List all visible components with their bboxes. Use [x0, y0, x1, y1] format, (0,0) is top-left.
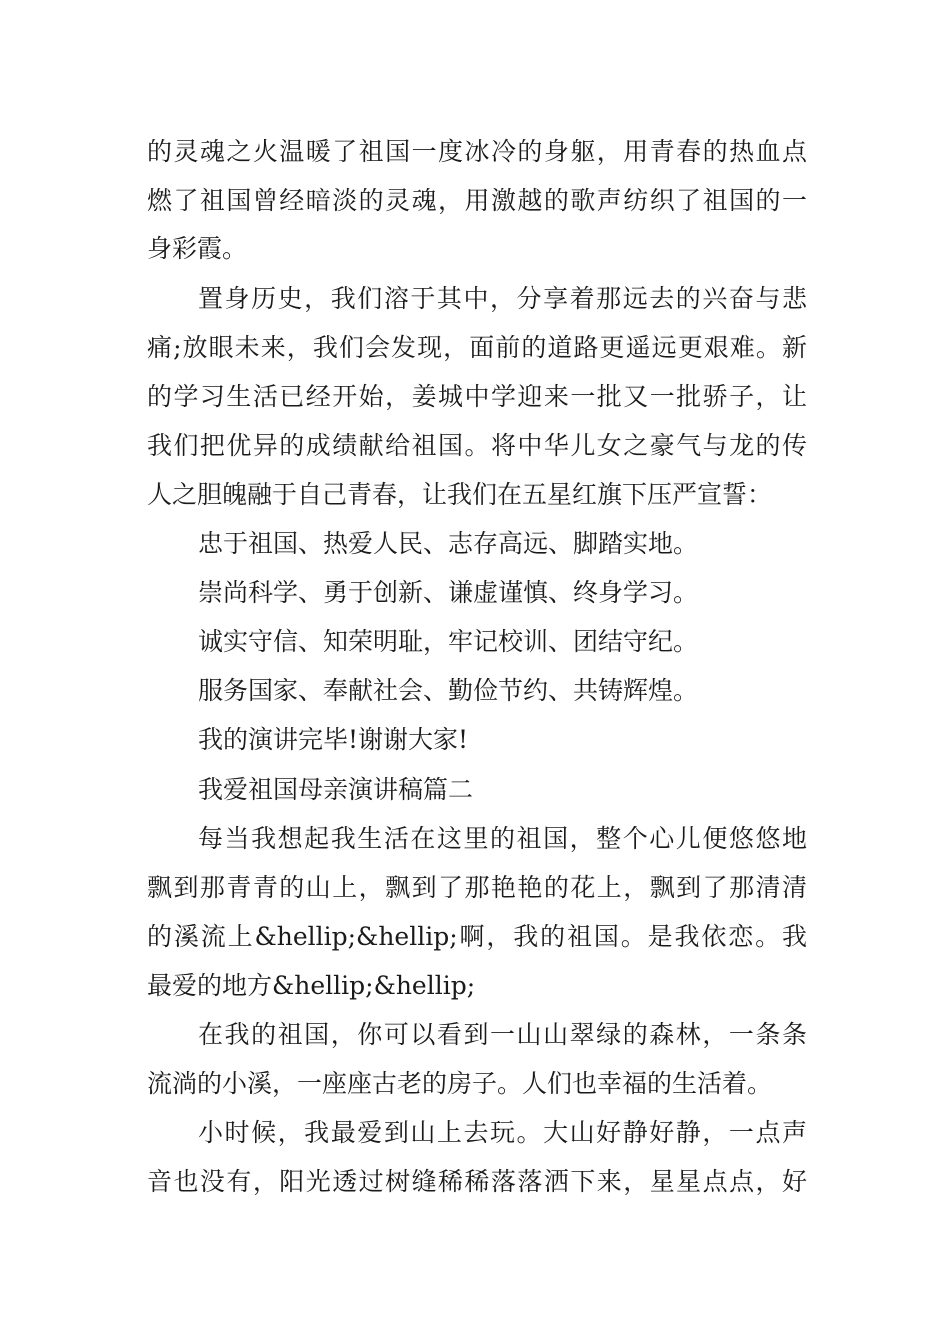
text-line: 飘到那青青的山上，飘到了那艳艳的花上，飘到了那清清 — [147, 873, 807, 902]
text-line: 小时候，我最爱到山上去玩。大山好静好静，一点声 — [198, 1118, 807, 1147]
closing-line: 我的演讲完毕!谢谢大家! — [198, 725, 469, 754]
text-line: 身彩霞。 — [147, 234, 248, 263]
text-line: 在我的祖国，你可以看到一山山翠绿的森林，一条条 — [198, 1020, 807, 1049]
text-line: 的学习生活已经开始，姜城中学迎来一批又一批骄子，让 — [147, 382, 807, 411]
pledge-line: 服务国家、奉献社会、勤俭节约、共铸辉煌。 — [198, 676, 699, 705]
text-line: 的溪流上&hellip;&hellip;啊，我的祖国。是我依恋。我 — [147, 922, 807, 951]
text-line: 燃了祖国曾经暗淡的灵魂，用激越的歌声纺织了祖国的一 — [147, 186, 807, 215]
text-line: 痛;放眼未来，我们会发现，面前的道路更遥远更艰难。新 — [147, 333, 807, 362]
pledge-line: 崇尚科学、勇于创新、谦虚谨慎、终身学习。 — [198, 578, 699, 607]
text-line: 最爱的地方&hellip;&hellip; — [147, 971, 476, 1000]
text-line: 每当我想起我生活在这里的祖国，整个心儿便悠悠地 — [198, 824, 807, 853]
pledge-line: 忠于祖国、热爱人民、志存高远、脚踏实地。 — [198, 529, 699, 558]
text-line: 的灵魂之火温暖了祖国一度冰冷的身躯，用青春的热血点 — [147, 137, 807, 166]
text-line: 流淌的小溪，一座座古老的房子。人们也幸福的生活着。 — [147, 1069, 773, 1098]
text-line: 置身历史，我们溶于其中，分享着那远去的兴奋与悲 — [198, 284, 807, 313]
text-line: 人之胆魄融于自己青春，让我们在五星红旗下压严宣誓： — [147, 480, 773, 509]
text-line: 我们把优异的成绩献给祖国。将中华儿女之豪气与龙的传 — [147, 431, 807, 460]
pledge-line: 诚实守信、知荣明耻，牢记校训、团结守纪。 — [198, 627, 699, 656]
text-line: 音也没有，阳光透过树缝稀稀落落洒下来，星星点点，好 — [147, 1167, 807, 1196]
section-heading: 我爱祖国母亲演讲稿篇二 — [198, 775, 474, 804]
